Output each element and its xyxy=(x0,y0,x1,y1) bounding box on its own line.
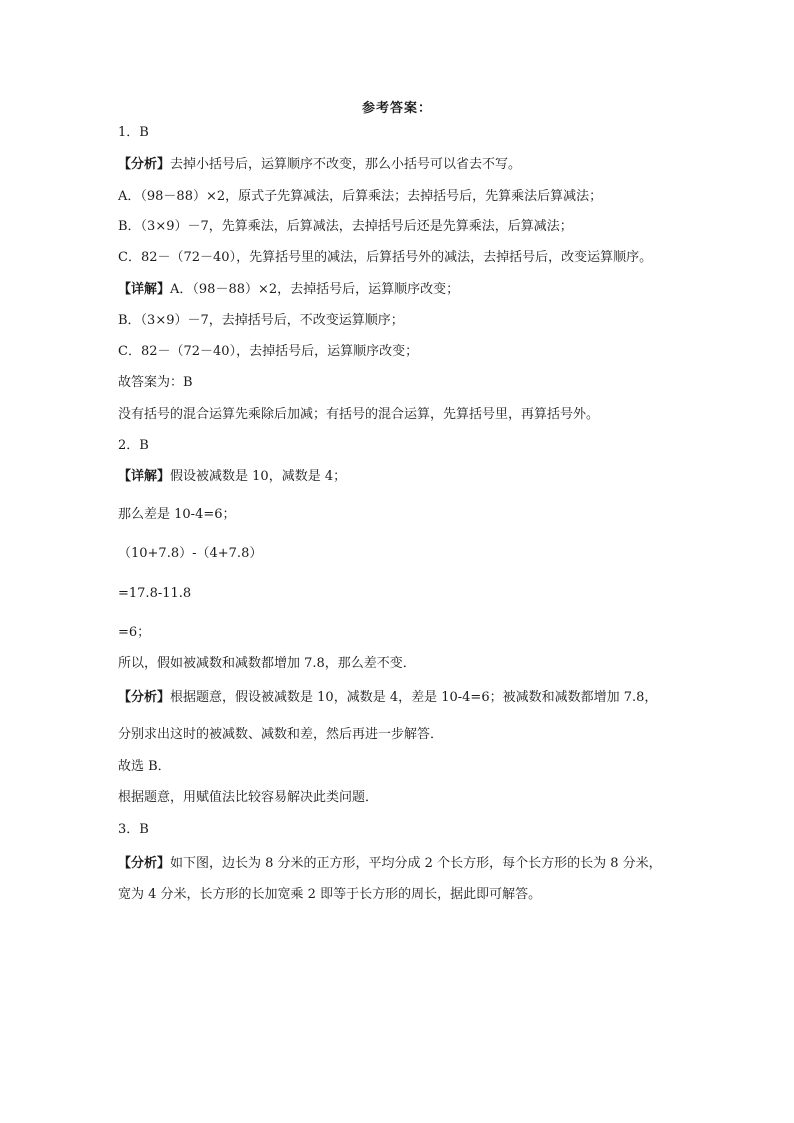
q1-number: 1．B xyxy=(118,125,149,140)
q1-detail-c: C．82－（72－40），去掉括号后，运算顺序改变； xyxy=(118,344,419,359)
q1-note: 没有括号的混合运算先乘除后加减；有括号的混合运算，先算括号里，再算括号外。 xyxy=(118,407,600,422)
analysis-tag: 【分析】 xyxy=(118,690,171,705)
q1-option-a: A．（98－88）×2，原式子先算减法，后算乘法；去掉括号后，先算乘法后算减法； xyxy=(118,189,603,204)
detail-tag: 【详解】 xyxy=(118,282,171,297)
q2-step-1: =17.8-11.8 xyxy=(118,586,192,601)
q2-analysis-continued: 分别求出这时的被减数、减数和差，然后再进一步解答． xyxy=(118,727,444,742)
q3-analysis xyxy=(118,855,662,873)
q2-step-2: =6； xyxy=(118,625,151,640)
q2-detail-text: 假设被减数是 10，减数是 4； xyxy=(170,469,347,484)
q2-difference: 那么差是 10-4=6； xyxy=(118,507,236,522)
page-title: 参考答案： xyxy=(361,101,432,116)
q3-analysis-continued: 宽为 4 分米，长方形的长加宽乘 2 即等于长方形的周长，据此即可解答。 xyxy=(118,887,542,902)
detail-tag: 【详解】 xyxy=(118,469,171,484)
q1-analysis-text: 去掉小括号后，运算顺序不改变，那么小括号可以省去不写。 xyxy=(170,157,522,172)
q1-option-b: B．（3×9）－7，先算乘法，后算减法，去掉括号后还是先算乘法，后算减法； xyxy=(118,219,573,234)
q2-answer: 故选 B． xyxy=(118,759,171,774)
q2-note: 根据题意，用赋值法比较容易解决此类问题． xyxy=(118,790,379,805)
analysis-tag: 【分析】 xyxy=(118,856,171,871)
analysis-tag: 【分析】 xyxy=(118,157,171,172)
q1-answer: 故答案为：B xyxy=(118,375,193,390)
q2-number: 2．B xyxy=(118,438,149,453)
q2-detail xyxy=(118,468,346,486)
q1-option-c: C．82－（72－40），先算括号里的减法，后算括号外的减法，去掉括号后，改变运算顺序。 xyxy=(118,250,653,265)
q1-detail-a: A．（98－88）×2，去掉括号后，运算顺序改变； xyxy=(170,282,460,297)
q2-analysis xyxy=(118,689,657,707)
q1-detail xyxy=(118,281,459,299)
q1-detail-b: B．（3×9）－7，去掉括号后，不改变运算顺序； xyxy=(118,313,404,328)
q3-number: 3．B xyxy=(118,822,149,837)
q2-analysis-text: 根据题意，假设被减数是 10，减数是 4，差是 10-4=6；被减数和减数都增加 7.8， xyxy=(170,690,658,705)
q2-conclusion: 所以，假如被减数和减数都增加 7.8，那么差不变． xyxy=(118,656,416,671)
q3-analysis-text: 如下图，边长为 8 分米的正方形，平均分成 2 个长方形，每个长方形的长为 8 分米， xyxy=(170,856,662,871)
q2-expression: （10+7.8）-（4+7.8） xyxy=(118,546,263,561)
q1-analysis xyxy=(118,156,521,174)
